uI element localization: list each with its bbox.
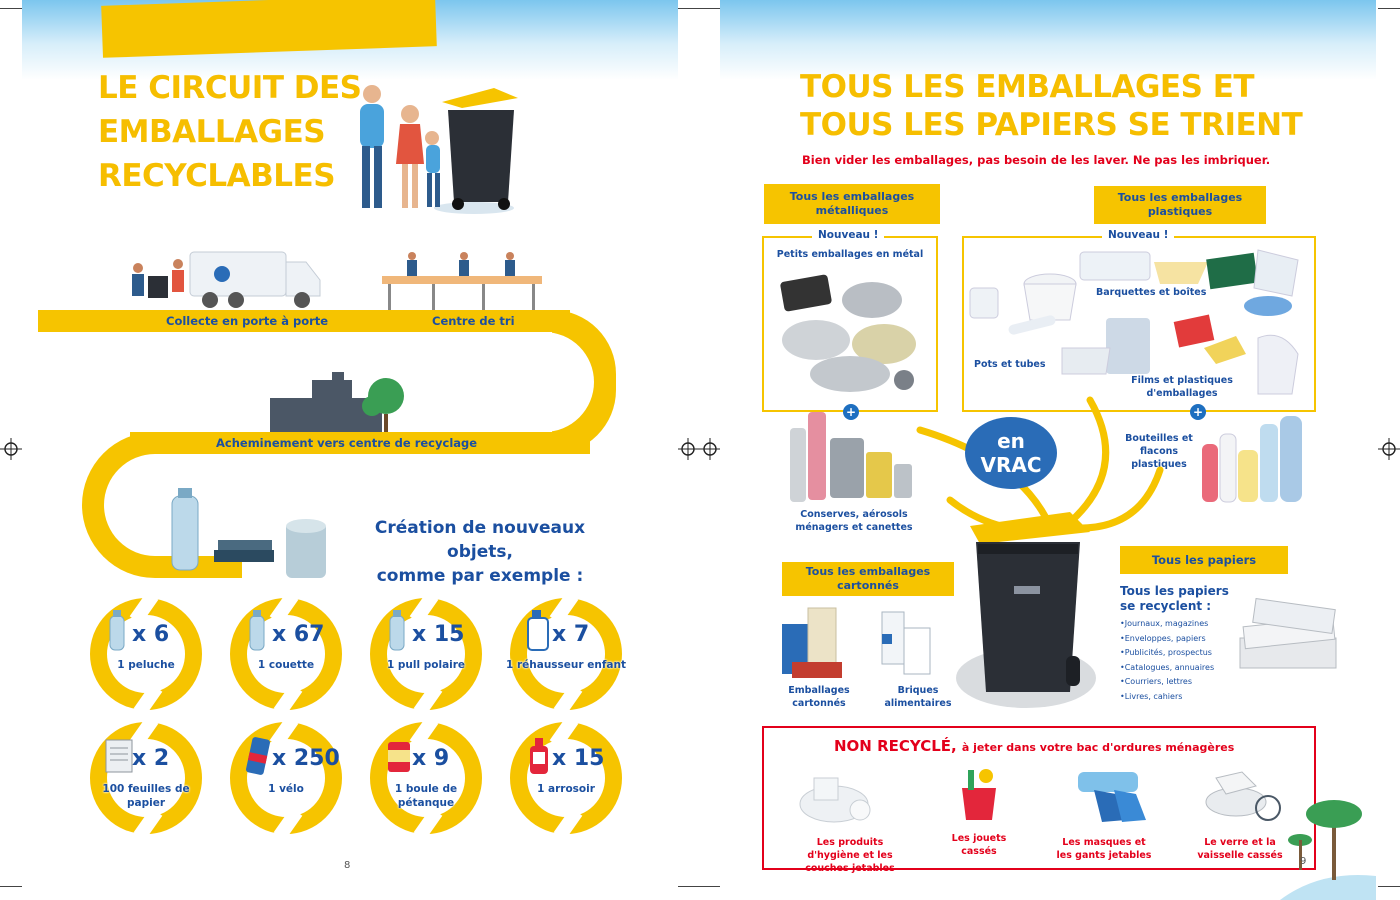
left-title bbox=[98, 66, 362, 198]
step-acheminement-label: Acheminement vers centre de recyclage bbox=[216, 436, 478, 450]
example-label: 1 pull polaire bbox=[386, 659, 466, 671]
carton-item-1-label: Emballages cartonnés bbox=[788, 685, 850, 709]
detergent-bottle-icon bbox=[524, 608, 554, 652]
recycling-bin-illustration bbox=[956, 506, 1096, 712]
step-centre-de-tri-label: Centre de tri bbox=[432, 314, 515, 328]
left-title-line: RECYCLABLES bbox=[98, 158, 336, 194]
papers-list-item: • Enveloppes, papiers bbox=[1120, 632, 1214, 647]
example-label: 1 peluche bbox=[117, 659, 175, 671]
tree-decoration-icon bbox=[1280, 780, 1376, 900]
plastic-nouveau-label: Nouveau ! bbox=[1102, 229, 1174, 241]
can-icon bbox=[244, 732, 274, 776]
en-vrac-badge bbox=[965, 417, 1057, 489]
sorting-center-illustration bbox=[382, 250, 542, 310]
crop-mark bbox=[1378, 886, 1400, 887]
example-label: 1 couette bbox=[257, 659, 315, 671]
creation-line: Création de nouveaux objets, bbox=[374, 518, 586, 562]
non-recycle-item-4: Le verre et la vaisselle cassés bbox=[1197, 837, 1283, 861]
aerosol-icon bbox=[524, 732, 554, 776]
vrac-line: en bbox=[997, 429, 1025, 453]
metal-nouveau-label: Nouveau ! bbox=[812, 229, 884, 241]
carton-packaging-illustration bbox=[778, 604, 948, 682]
collection-truck-illustration bbox=[126, 248, 326, 310]
cans-aerosols-illustration bbox=[784, 408, 914, 504]
plastic-bottles-illustration bbox=[1198, 414, 1312, 506]
right-title-line: TOUS LES EMBALLAGES ET bbox=[800, 69, 1255, 105]
step-collecte-label: Collecte en porte à porte bbox=[166, 314, 329, 328]
plastic-trays-label: Barquettes et boîtes bbox=[1096, 287, 1207, 298]
crop-mark bbox=[0, 886, 22, 887]
newspaper-icon bbox=[104, 732, 134, 776]
non-recycle-item-2: Les jouets cassés bbox=[951, 833, 1007, 857]
broken-glass-dishes-illustration bbox=[1200, 768, 1290, 828]
plus-icon: + bbox=[1190, 404, 1206, 420]
creation-line: comme par exemple : bbox=[376, 566, 584, 586]
recycling-factory-illustration bbox=[262, 370, 432, 432]
creation-heading bbox=[340, 516, 620, 588]
example-multiplier: x 7 bbox=[552, 622, 590, 647]
example-multiplier: x 2 bbox=[132, 746, 170, 771]
non-recycle-item-3: Les masques et les gants jetables bbox=[1056, 837, 1152, 861]
page-number-left: 8 bbox=[344, 860, 351, 871]
papers-list bbox=[1120, 617, 1214, 704]
new-objects-illustration bbox=[168, 486, 328, 582]
registration-mark-icon bbox=[0, 438, 22, 460]
hygiene-products-illustration bbox=[794, 764, 884, 826]
example-label: 100 feuilles de papier bbox=[102, 783, 190, 809]
food-can-icon bbox=[384, 732, 414, 776]
example-multiplier: x 9 bbox=[412, 746, 450, 771]
plastic-bottles-label: Bouteilles et flacons plastiques bbox=[1125, 433, 1193, 470]
example-label: 1 réhausseur enfant bbox=[506, 659, 626, 671]
example-label: 1 vélo bbox=[268, 783, 304, 795]
papers-heading: Tous les papiers bbox=[1120, 546, 1288, 574]
broken-toys-illustration bbox=[954, 764, 1004, 824]
right-title-line: TOUS LES PAPIERS SE TRIENT bbox=[800, 107, 1303, 143]
registration-mark-icon bbox=[677, 438, 699, 460]
left-page bbox=[22, 0, 678, 900]
bottle-icon bbox=[104, 608, 134, 652]
example-label: 1 boule de pétanque bbox=[394, 783, 458, 809]
paper-stack-illustration bbox=[1234, 598, 1344, 674]
example-multiplier: x 15 bbox=[552, 746, 605, 771]
example-multiplier: x 6 bbox=[132, 622, 170, 647]
metal-packaging-illustration bbox=[776, 270, 926, 400]
crop-mark bbox=[678, 886, 700, 887]
metal-new-items-label: Petits emballages en métal bbox=[776, 249, 924, 260]
non-recycle-title bbox=[834, 736, 1234, 755]
non-recycle-title-text: NON RECYCLÉ, bbox=[834, 737, 957, 755]
crop-mark bbox=[698, 8, 720, 9]
plastic-heading: Tous les emballages plastiques bbox=[1094, 186, 1266, 224]
example-label: 1 arrosoir bbox=[537, 783, 595, 795]
bottle-icon bbox=[384, 608, 414, 652]
metal-heading: Tous les emballages métalliques bbox=[764, 184, 940, 224]
page-number-right: 9 bbox=[1300, 856, 1307, 867]
crop-mark bbox=[0, 8, 22, 9]
example-multiplier: x 250 bbox=[272, 746, 340, 771]
crop-mark bbox=[698, 886, 720, 887]
masks-gloves-illustration bbox=[1064, 768, 1164, 824]
plastic-films-label: Films et plastiques d'emballages bbox=[1131, 375, 1233, 399]
plastic-pots-label: Pots et tubes bbox=[974, 359, 1046, 370]
non-recycle-subtitle: à jeter dans votre bac d'ordures ménagères bbox=[961, 741, 1235, 754]
papers-list-item: • Journaux, magazines bbox=[1120, 617, 1214, 632]
registration-mark-icon bbox=[699, 438, 721, 460]
carton-item-2-label: Briques alimentaires bbox=[884, 685, 952, 709]
example-multiplier: x 15 bbox=[412, 622, 465, 647]
papers-intro: Tous les papiers se recyclent : bbox=[1120, 584, 1229, 613]
crop-mark bbox=[1378, 8, 1400, 9]
example-multiplier: x 67 bbox=[272, 622, 325, 647]
left-title-line: LE CIRCUIT DES bbox=[98, 70, 362, 106]
crop-mark bbox=[678, 8, 700, 9]
papers-list-item: • Courriers, lettres bbox=[1120, 675, 1214, 690]
bottle-icon bbox=[244, 608, 274, 652]
papers-list-item: • Catalogues, annuaires bbox=[1120, 661, 1214, 676]
non-recycle-box bbox=[762, 726, 1316, 874]
vrac-line: VRAC bbox=[980, 453, 1042, 477]
right-page bbox=[720, 0, 1376, 900]
metal-other-items-label: Conserves, aérosols ménagers et canettes bbox=[795, 509, 913, 533]
papers-list-item: • Livres, cahiers bbox=[1120, 690, 1214, 705]
plus-icon: + bbox=[843, 404, 859, 420]
right-title bbox=[800, 68, 1302, 144]
family-bin-illustration bbox=[344, 80, 534, 220]
sorting-subtitle: Bien vider les emballages, pas besoin de les laver. Ne pas les imbriquer. bbox=[802, 153, 1271, 167]
left-title-line: EMBALLAGES bbox=[98, 114, 326, 150]
registration-mark-icon bbox=[1378, 438, 1400, 460]
non-recycle-item-1: Les produits d'hygiène et les couches jetables bbox=[805, 837, 895, 874]
papers-list-item: • Publicités, prospectus bbox=[1120, 646, 1214, 661]
carton-heading: Tous les emballages cartonnés bbox=[782, 562, 954, 596]
